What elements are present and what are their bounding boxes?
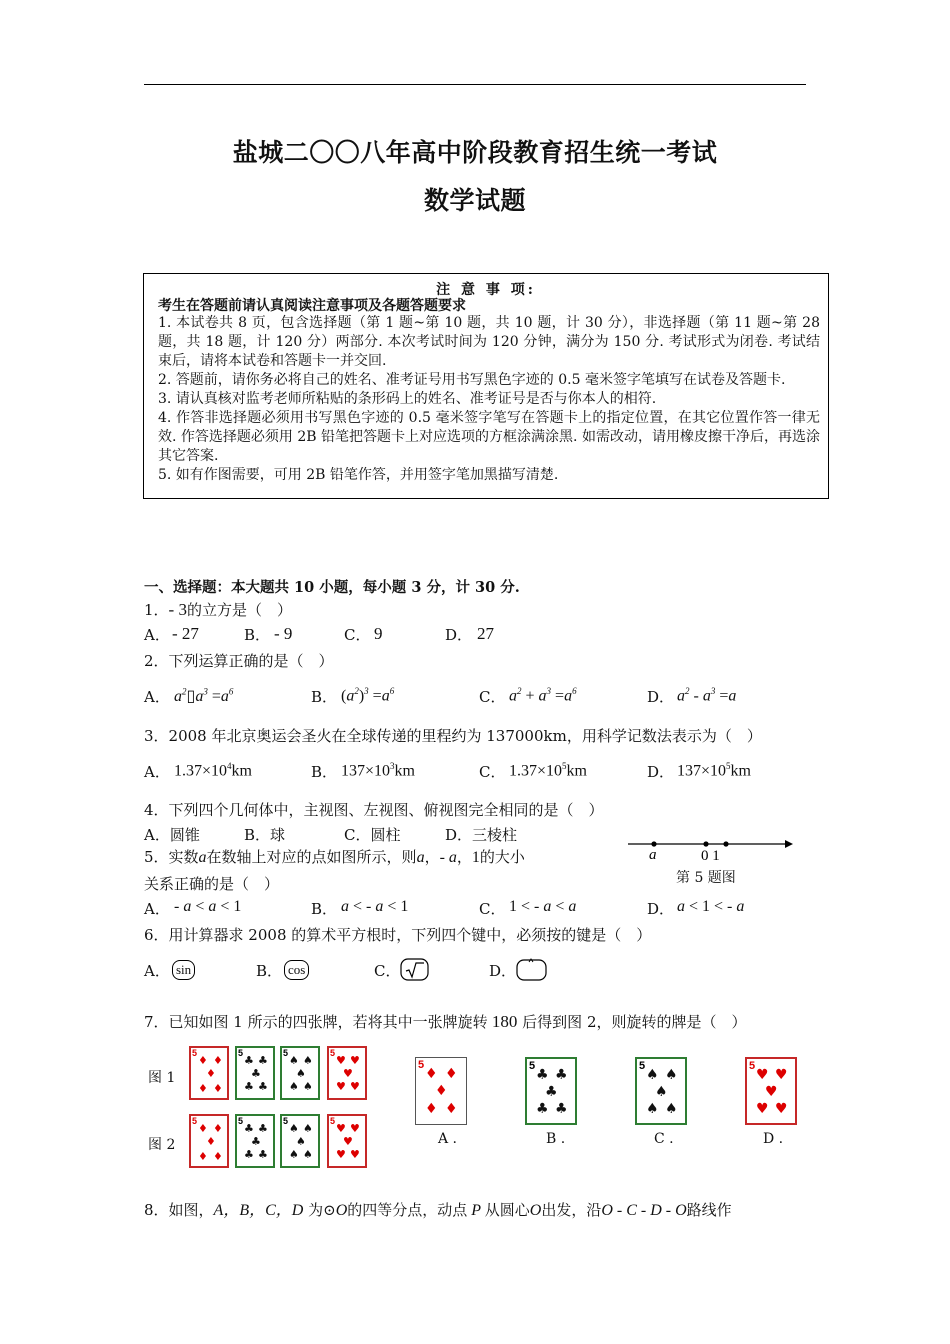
q2-option-a: $a^2▯a^3 =a^6$: [174, 686, 234, 705]
q5-text: 5．实数: [144, 848, 199, 866]
q8-text: 从圆心: [484, 1201, 530, 1219]
q5-option-c: 1 < - a < a: [509, 898, 577, 915]
figure-2-label: 图 2: [148, 1137, 176, 1153]
notice-item: 1. 本试卷共 8 页，包含选择题（第 1 题~第 10 题，共 10 题，计 30 分），非选择题（第 11 题~第 28 题，共 18 题，计 120 分）两部分. 本次考试时间为 120 分钟，满分为 150 分. 考试形式为闭卷. 考试结束后，请将本试卷和答题卡一并交回.: [158, 315, 820, 369]
option-label: A．: [144, 626, 170, 644]
option-label: B．: [256, 962, 283, 980]
q5-var: - a: [439, 849, 457, 866]
notice-item: 2. 答题前，请你务必将自己的姓名、准考证号用书写黑色字迹的 0.5 毫米签字笔填写在试卷及答题卡.: [158, 372, 786, 388]
q8-text: 路线作: [686, 1201, 732, 1219]
card-spade: 5 ♠ ♠ ♠ ♠ ♠: [280, 1114, 320, 1168]
q3-option-b: $137\times 10^3km$: [341, 761, 415, 780]
q8-text: 的四等分点，动点: [347, 1201, 468, 1219]
question-8: [144, 1197, 732, 1220]
card-club: 5 ♣ ♣ ♣ ♣ ♣: [235, 1114, 275, 1168]
q5-option-b: a < - a < 1: [341, 898, 409, 915]
q1-math: - 3: [168, 600, 187, 619]
option-label: A．: [144, 900, 170, 918]
option-label: A．: [144, 763, 170, 781]
option: C．圆柱: [344, 826, 401, 844]
notice-box: [143, 273, 829, 499]
option-label: D．: [647, 763, 675, 781]
cos-key-icon: cos: [284, 960, 309, 980]
unit: km: [566, 762, 587, 780]
answer-label-b: B .: [546, 1131, 566, 1147]
card-club: 5 ♣ ♣ ♣ ♣ ♣: [235, 1046, 275, 1100]
q2-option-d: $a^2 - a^3 =a$: [677, 686, 737, 705]
unit: km: [231, 762, 252, 780]
answer-card-c: 5 ♠ ♠ ♠ ♠ ♠: [635, 1057, 687, 1125]
q5-var: 1: [471, 849, 480, 866]
option-label: B．: [311, 688, 338, 706]
question-4: 4．下列四个几何体中，主视图、左视图、俯视图完全相同的是（ ）: [144, 801, 604, 819]
option-value: - 9: [274, 624, 293, 643]
option-label: C．: [479, 763, 506, 781]
sin-key-icon: sin: [172, 960, 195, 980]
card-heart: 5 ♥ ♥ ♥ ♥ ♥: [327, 1114, 367, 1168]
answer-label-a: A .: [438, 1131, 458, 1147]
option-label: A．: [144, 962, 170, 980]
notice-title: 注 意 事 项:: [436, 282, 536, 298]
q2-option-c: $a^2 + a^3 =a^6$: [509, 686, 577, 705]
option-value: 27: [477, 624, 494, 643]
q1-prefix: 1．: [144, 601, 169, 619]
q5-stem-line2: 关系正确的是（ ）: [144, 875, 280, 893]
axis-arrow-icon: [785, 840, 793, 848]
q5-var: a: [198, 849, 207, 866]
q7-text: 7．已知如图 1 所示的四张牌，若将其中一张牌旋转: [144, 1013, 488, 1031]
point-one: [723, 841, 728, 846]
q5-figure-caption: 第 5 题图: [676, 870, 736, 886]
card-heart: 5 ♥ ♥ ♥ ♥ ♥: [327, 1046, 367, 1100]
option-label: C．: [344, 626, 371, 644]
answer-card-b: 5 ♣ ♣ ♣ ♣ ♣: [525, 1057, 577, 1125]
card-spade: 5 ♠ ♠ ♠ ♠ ♠: [280, 1046, 320, 1100]
q3-option-c: $1.37\times 10^5km$: [509, 761, 587, 780]
q4-options: [144, 824, 584, 846]
option-value: - 27: [172, 624, 199, 643]
exam-title: 盐城二〇〇八年高中阶段教育招生统一考试: [232, 138, 718, 167]
option-label: C．: [374, 962, 401, 980]
q2-option-b: $(a^2)^3 =a^6$: [341, 686, 395, 705]
answer-label-d: D .: [763, 1131, 784, 1147]
question-1: [144, 599, 292, 620]
q5-options: [144, 898, 804, 922]
q3-options: [144, 761, 804, 785]
notice-body: [158, 314, 820, 485]
notice-item: 3. 请认真核对监考老师所粘贴的条形码上的姓名、准考证号是否与你本人的相符.: [158, 391, 657, 407]
option: B．球: [244, 826, 286, 844]
option-label: C．: [479, 688, 506, 706]
question-5: 5．实数a在数轴上对应的点如图所示，则a，- a，1的大小: [144, 848, 525, 866]
q7-text: 后得到图 2，则旋转的牌是（ ）: [522, 1013, 747, 1031]
option: A．圆锥: [144, 826, 200, 844]
exam-subtitle: 数学试题: [423, 186, 526, 215]
option-label: D．: [647, 900, 675, 918]
q8-path: O - C - D - O: [601, 1202, 687, 1219]
point-zero: [703, 841, 708, 846]
answer-label-c: C .: [654, 1131, 674, 1147]
unit: km: [394, 762, 415, 780]
question-7: [144, 1011, 747, 1032]
q5-var: a: [416, 849, 425, 866]
notice-item: 4. 作答非选择题必须用书写黑色字迹的 0.5 毫米签字笔写在答题卡上的指定位置，在其它位置作答一律无效. 作答选择题必须用 2B 铅笔把答题卡上对应选项的方框涂满涂黑. 如需改动，请用橡皮擦干净后，再选涂其它答案.: [158, 410, 820, 464]
notice-subtitle: 考生在答题前请认真阅读注意事项及各题答题要求: [158, 298, 466, 314]
q8-var: P: [471, 1202, 481, 1219]
q8-circle: O: [335, 1202, 348, 1219]
q2-options: [144, 686, 804, 710]
q1-options: [144, 624, 664, 646]
option-label: D．: [647, 688, 675, 706]
option-value: 9: [374, 624, 383, 643]
power-key-icon: [516, 958, 548, 982]
option-label: D．: [445, 626, 473, 644]
q5-option-a: - a < a < 1: [174, 898, 242, 915]
option-label: B．: [311, 900, 338, 918]
option-label: B．: [244, 626, 271, 644]
question-6: 6．用计算器求 2008 的算术平方根时，下列四个键中，必须按的键是（ ）: [144, 926, 652, 944]
option-label: C．: [479, 900, 506, 918]
axis-label-numbers: 0 1: [701, 848, 720, 863]
q5-text: 在数轴上对应的点如图所示，则: [206, 848, 417, 866]
unit: km: [730, 762, 751, 780]
q3-option-a: $1.37\times 10^4km$: [174, 761, 252, 780]
q8-text: 出发，沿: [541, 1201, 602, 1219]
q8-var: O: [529, 1202, 542, 1219]
option-label: D．: [489, 962, 517, 980]
card-diamond: 5 ♦ ♦ ♦ ♦ ♦: [189, 1114, 229, 1168]
figure-1-label: 图 1: [148, 1070, 176, 1086]
question-2: 2．下列运算正确的是（ ）: [144, 652, 334, 670]
q8-text: 为⊙: [308, 1201, 336, 1219]
option-label: B．: [311, 763, 338, 781]
sqrt-key-icon: [400, 958, 430, 982]
q8-text: 8．如图，: [144, 1201, 214, 1219]
axis-label-a: a: [649, 847, 657, 863]
q7-angle: 180: [491, 1012, 518, 1031]
top-rule: [144, 84, 806, 85]
number-line-figure: [625, 833, 795, 863]
q5-option-d: a < 1 < - a: [677, 898, 745, 915]
question-3: 3．2008 年北京奥运会圣火在全球传递的里程约为 137000km，用科学记数法表示为（ ）: [144, 727, 762, 745]
q1-suffix: 的立方是（ ）: [186, 601, 292, 619]
answer-card-d: 5 ♥ ♥ ♥ ♥ ♥: [745, 1057, 797, 1125]
section-heading: 一、选择题：本大题共 10 小题，每小题 3 分，计 30 分.: [144, 579, 520, 596]
q8-points: A，B，C，D: [213, 1202, 304, 1219]
notice-item: 5. 如有作图需要，可用 2B 铅笔作答，并用签字笔加黑描写清楚.: [158, 467, 559, 483]
point-a: [651, 841, 656, 846]
card-diamond: 5 ♦ ♦ ♦ ♦ ♦: [189, 1046, 229, 1100]
q3-option-d: $137\times 10^5km$: [677, 761, 751, 780]
option: D．三棱柱: [445, 826, 518, 844]
q6-options: [144, 958, 564, 984]
option-label: A．: [144, 688, 170, 706]
answer-card-a: 5 ♦ ♦ ♦ ♦ ♦: [415, 1057, 467, 1125]
q5-text: 的大小: [479, 848, 525, 866]
